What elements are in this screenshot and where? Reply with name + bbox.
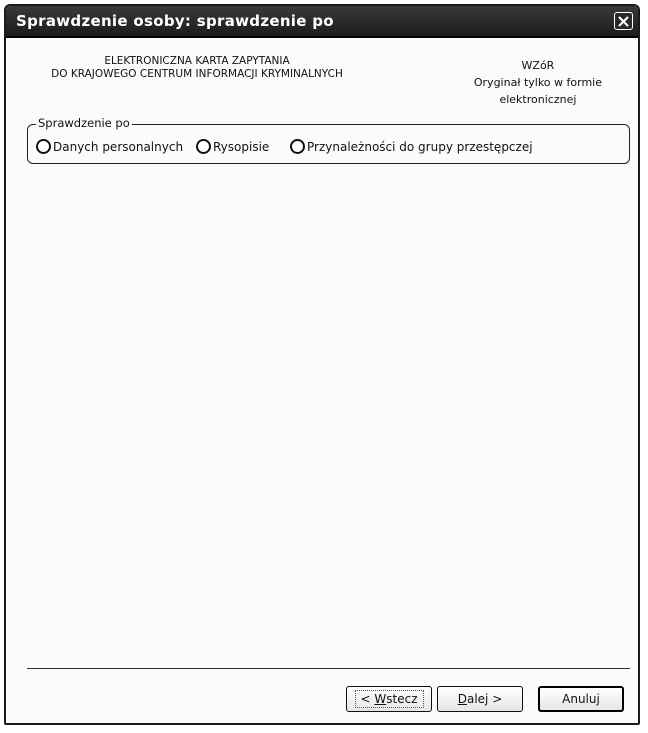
radio-personal-data-label: Danych personalnych (53, 139, 184, 154)
back-prefix: < (360, 692, 375, 706)
radio-description[interactable] (196, 139, 269, 154)
form-header-note (474, 57, 602, 108)
cancel-button[interactable] (538, 686, 624, 712)
original-note-line1: Oryginał tylko w formie (473, 76, 602, 89)
radio-description-label: Rysopisie (213, 139, 270, 154)
radio-circle-icon[interactable] (36, 139, 51, 154)
form-header-title (22, 55, 372, 81)
radio-criminal-group[interactable] (290, 139, 533, 154)
back-mnemonic: W (374, 692, 387, 706)
form-header-line1: ELEKTRONICZNA KARTA ZAPYTANIA (104, 55, 290, 67)
back-button-label (355, 690, 424, 708)
check-by-groupbox (27, 116, 630, 164)
form-header-line2: DO KRAJOWEGO CENTRUM INFORMACJI KRYMINALNYCH (51, 68, 343, 80)
next-button[interactable] (437, 686, 523, 712)
close-icon (618, 16, 629, 27)
back-button[interactable] (346, 686, 432, 712)
radio-criminal-group-label: Przynależności do grupy przestępczej (307, 139, 533, 154)
template-label: WZóR (521, 59, 555, 72)
footer-separator (27, 668, 630, 669)
radio-circle-icon[interactable] (196, 139, 211, 154)
window-title: Sprawdzenie osoby: sprawdzenie po (16, 12, 334, 30)
next-mnemonic: D (457, 692, 467, 706)
cancel-button-label: Anuluj (562, 692, 600, 706)
dialog-window (4, 4, 640, 725)
radio-circle-icon[interactable] (290, 139, 305, 154)
radio-personal-data[interactable] (36, 139, 183, 154)
close-button[interactable] (614, 12, 633, 30)
original-note-line2: elektronicznej (499, 93, 577, 106)
next-rest: alej > (466, 692, 503, 706)
title-bar[interactable] (6, 6, 638, 38)
next-button-label (452, 690, 509, 708)
groupbox-legend: Sprawdzenie po (38, 116, 130, 130)
back-rest: stecz (386, 692, 418, 706)
